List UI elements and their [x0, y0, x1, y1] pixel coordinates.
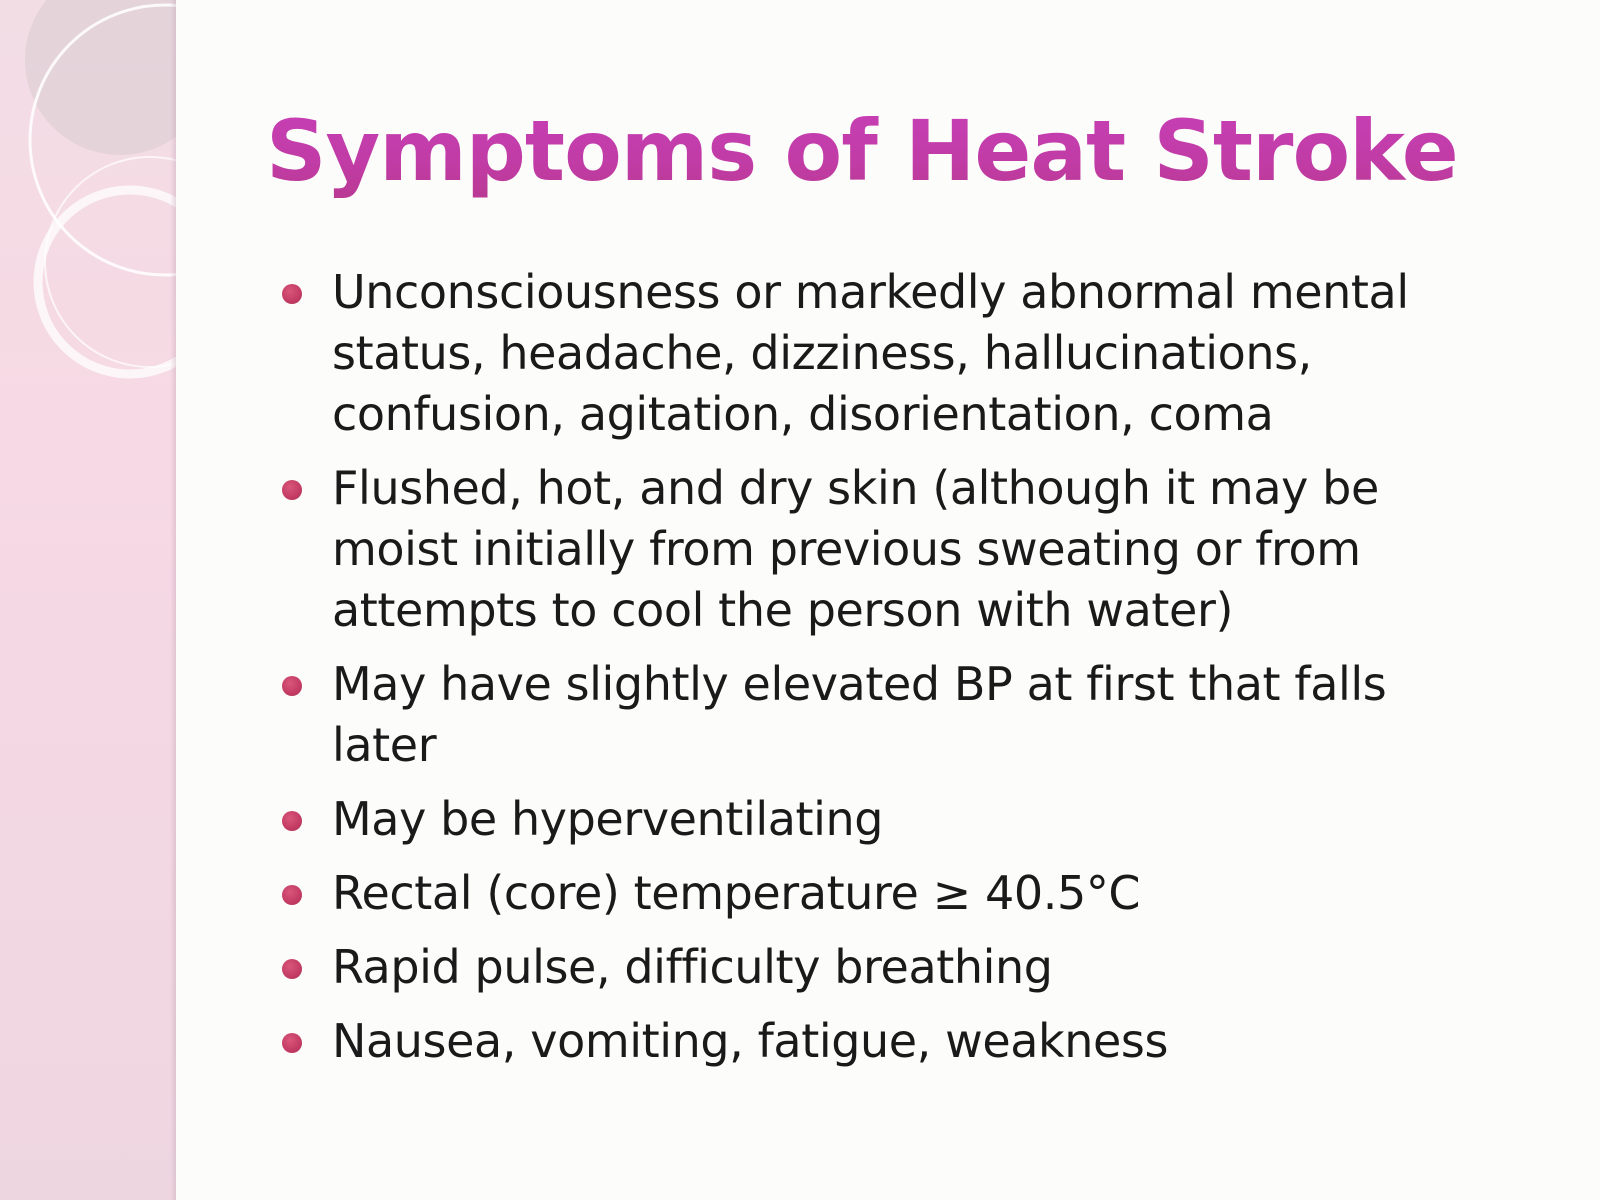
list-item	[280, 789, 1480, 850]
list-item	[280, 654, 1480, 776]
bullet-icon	[282, 811, 302, 831]
list-item	[280, 262, 1480, 445]
list-item-text: May be hyperventilating	[332, 792, 884, 846]
decorative-ring-thick	[38, 190, 176, 374]
decorative-side-panel	[0, 0, 176, 1200]
list-item-text: Nausea, vomiting, fatigue, weakness	[332, 1014, 1169, 1068]
bullet-icon	[282, 480, 302, 500]
decorative-circles-graphic	[0, 0, 176, 1200]
list-item-text: Rapid pulse, difficulty breathing	[332, 940, 1053, 994]
bullet-icon	[282, 959, 302, 979]
list-item	[280, 863, 1480, 924]
bullet-icon	[282, 284, 302, 304]
symptom-list	[280, 262, 1480, 1085]
bullet-icon	[282, 885, 302, 905]
list-item-text: Flushed, hot, and dry skin (although it may be moist initially from previous sweating or from attempts to cool the person with water)	[332, 461, 1379, 637]
list-item	[280, 937, 1480, 998]
slide-title: Symptoms of Heat Stroke	[266, 96, 1566, 206]
list-item	[280, 1011, 1480, 1072]
list-item-text: Unconsciousness or markedly abnormal mental status, headache, dizziness, hallucinations, confusion, agitation, disorientation, coma	[332, 265, 1409, 441]
decorative-gray-circle	[25, 0, 176, 155]
list-item-text: Rectal (core) temperature ≥ 40.5°C	[332, 866, 1141, 920]
list-item	[280, 458, 1480, 641]
list-item-text: May have slightly elevated BP at first that falls later	[332, 657, 1387, 772]
bullet-icon	[282, 676, 302, 696]
bullet-icon	[282, 1033, 302, 1053]
